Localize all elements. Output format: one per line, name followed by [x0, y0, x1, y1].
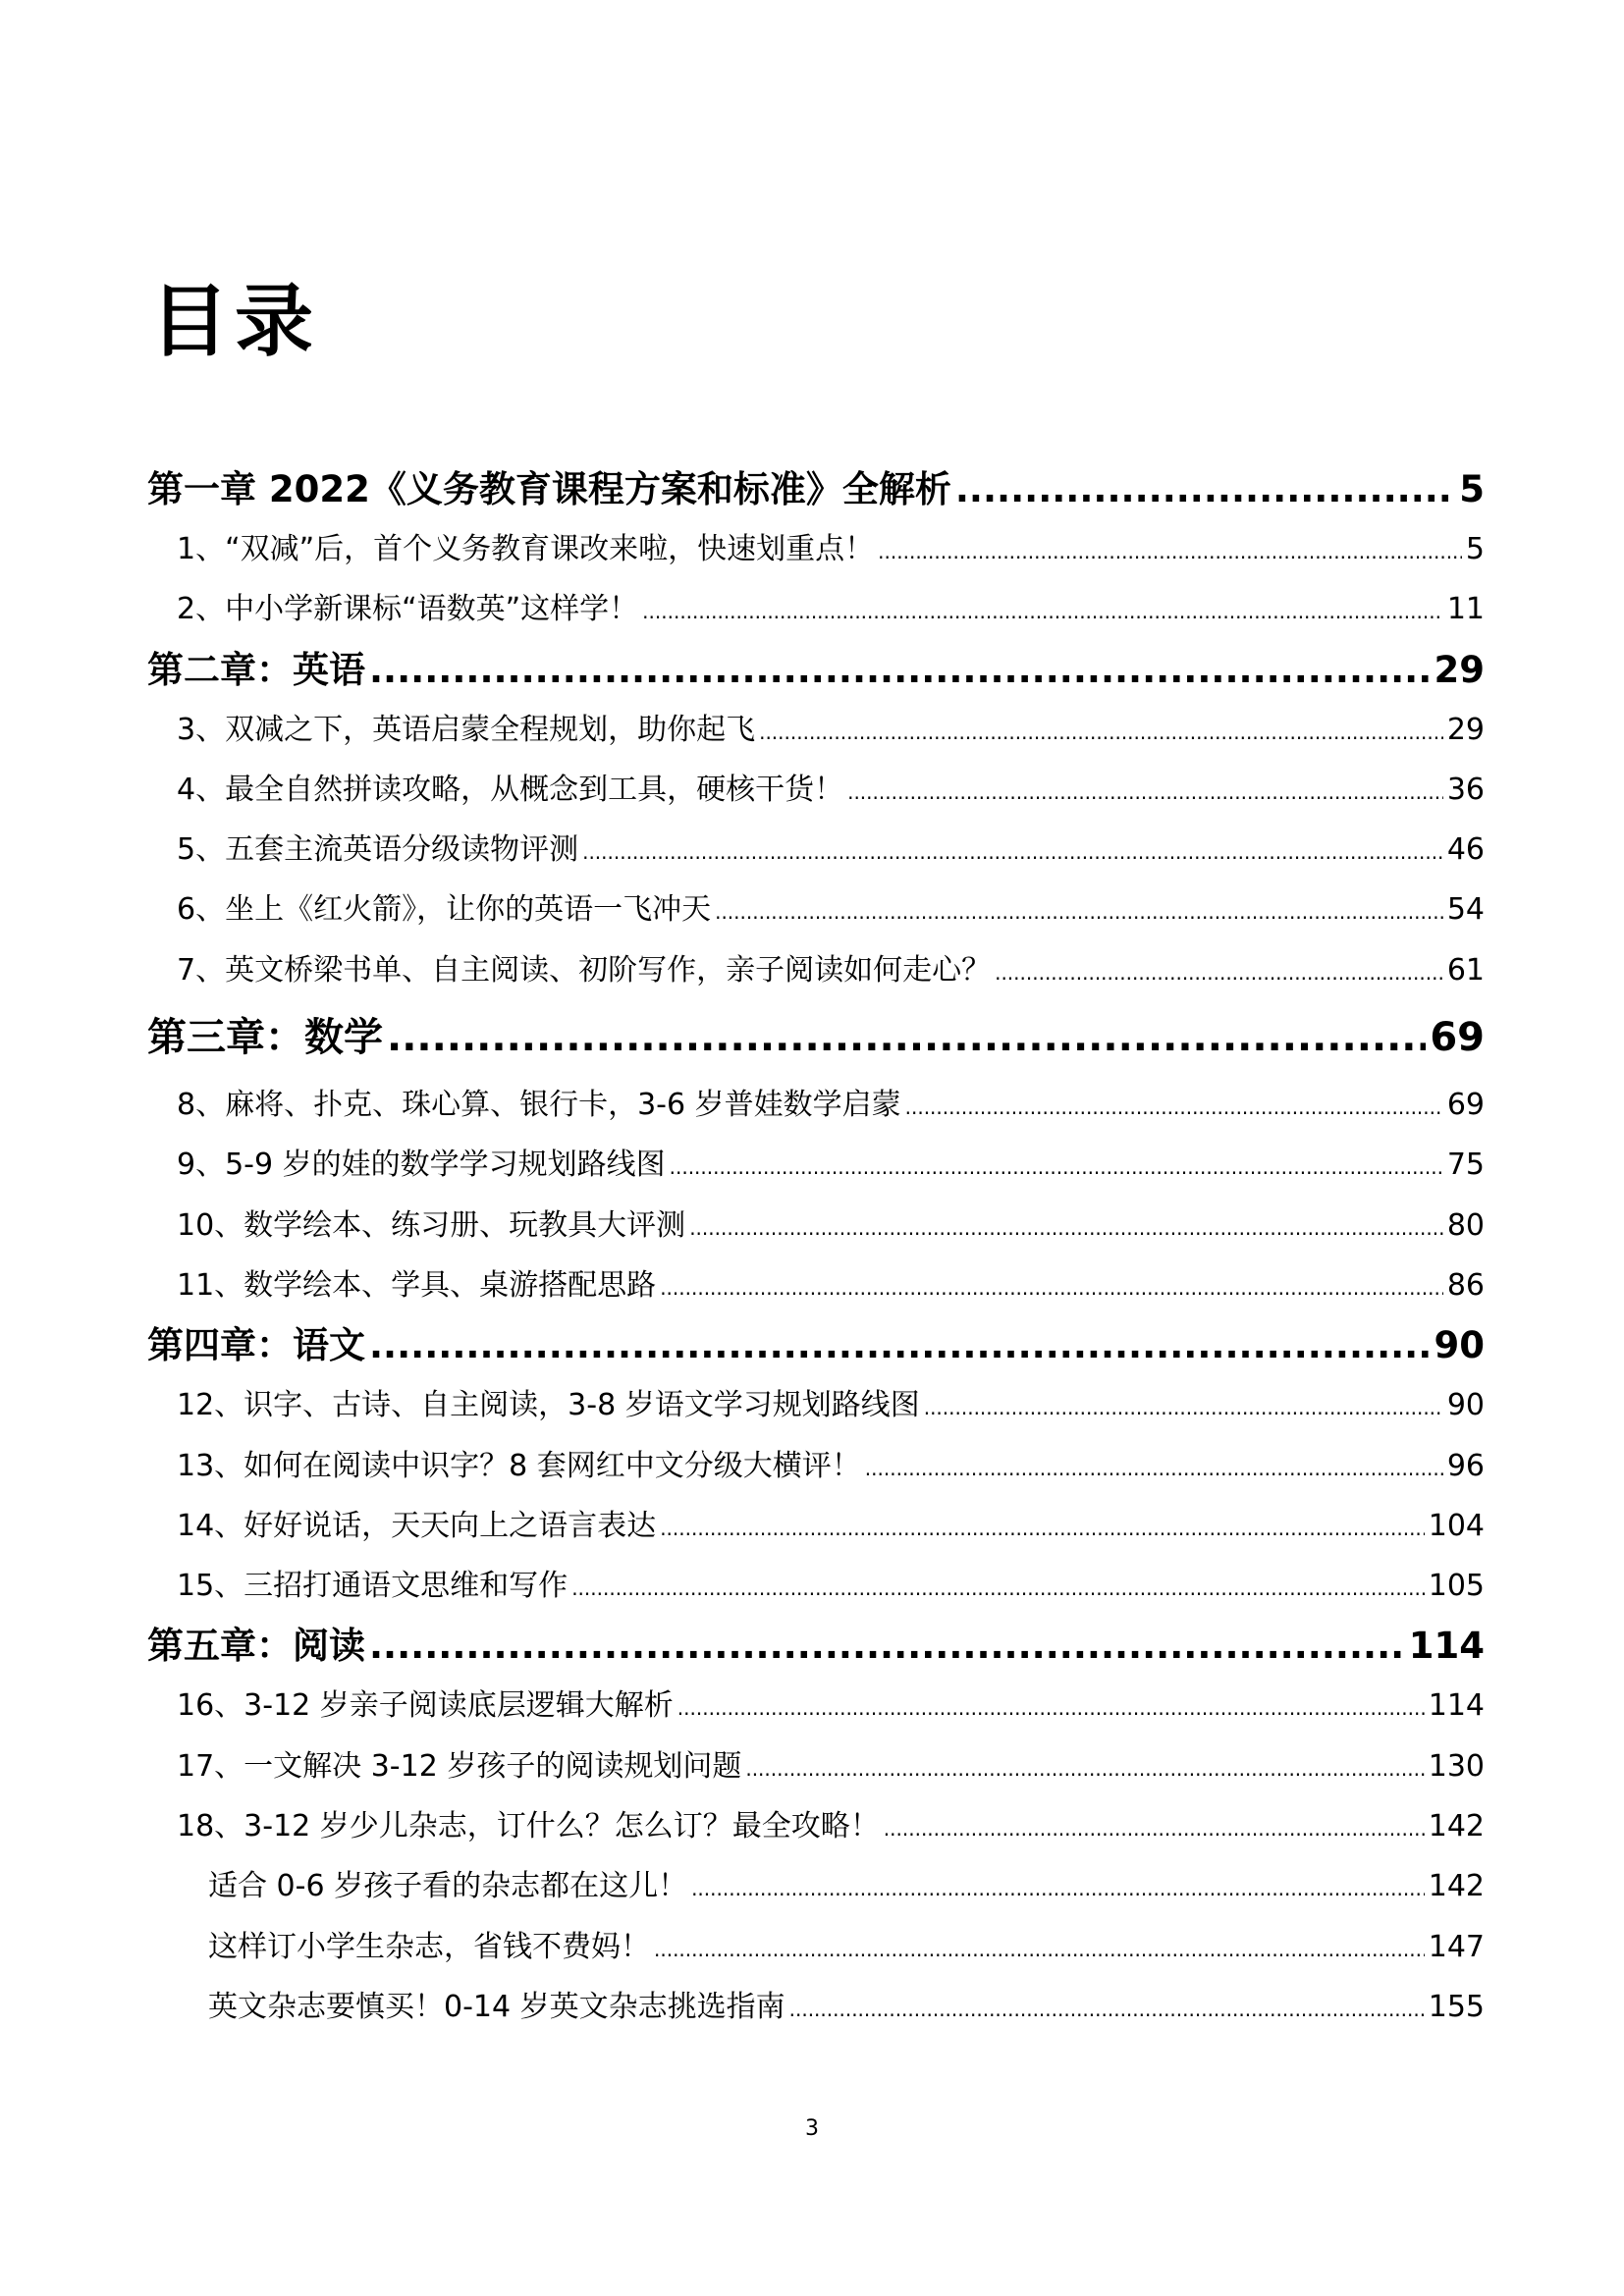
toc-entry-page: 69 — [1446, 1088, 1485, 1123]
toc-entry-title: 第三章：数学 — [147, 1015, 383, 1061]
toc-section-entry[interactable] — [147, 820, 1485, 880]
toc-dot-leader — [847, 763, 1443, 823]
toc-section-entry[interactable] — [147, 1917, 1485, 1977]
toc-dot-leader — [660, 1499, 1425, 1559]
toc-entry-title: 英文杂志要慎买！0-14 岁英文杂志挑选指南 — [208, 1989, 785, 2024]
toc-entry-title: 5、五套主流英语分级读物评测 — [177, 832, 579, 868]
toc-section-entry[interactable] — [147, 1196, 1485, 1255]
toc-dot-leader — [955, 459, 1455, 519]
toc-dot-leader — [689, 1199, 1443, 1258]
toc-section-entry[interactable] — [147, 1075, 1485, 1135]
toc-dot-leader — [715, 882, 1443, 942]
toc-dot-leader — [995, 943, 1443, 1003]
toc-entry-title: 7、英文桥梁书单、自主阅读、初阶写作，亲子阅读如何走心？ — [177, 952, 992, 988]
toc-entry-title: 1、“双减”后，首个义务教育课改来啦，快速划重点！ — [177, 532, 875, 566]
toc-dot-leader — [369, 1315, 1431, 1375]
toc-entry-title: 第四章：语文 — [147, 1324, 365, 1367]
toc-dot-leader — [654, 1920, 1425, 1980]
toc-entry-page: 46 — [1446, 832, 1485, 868]
toc-dot-leader — [670, 1138, 1443, 1198]
toc-entry-title: 6、坐上《红火箭》，让你的英语一飞冲天 — [177, 892, 712, 928]
toc-section-entry[interactable] — [147, 880, 1485, 939]
toc-section-entry[interactable] — [147, 1436, 1485, 1496]
toc-entry-page: 5 — [1465, 532, 1485, 566]
toc-entry-page: 114 — [1428, 1688, 1485, 1724]
toc-entry-page: 54 — [1446, 892, 1485, 928]
toc-dot-leader — [571, 1559, 1425, 1619]
toc-entry-page: 69 — [1430, 1015, 1485, 1061]
toc-entry-title: 18、3-12 岁少儿杂志，订什么？怎么订？最全攻略！ — [177, 1809, 880, 1844]
toc-section-entry[interactable] — [147, 579, 1485, 639]
toc-section-entry[interactable] — [147, 1676, 1485, 1735]
toc-section-entry[interactable] — [147, 1135, 1485, 1195]
toc-entry-page: 104 — [1428, 1508, 1485, 1543]
toc-chapter-entry[interactable] — [147, 640, 1485, 700]
toc-section-entry[interactable] — [147, 519, 1485, 579]
toc-entry-page: 36 — [1446, 772, 1485, 807]
toc-dot-leader — [582, 823, 1443, 882]
toc-section-entry[interactable] — [147, 1856, 1485, 1916]
toc-dot-leader — [759, 703, 1443, 763]
toc-section-entry[interactable] — [147, 1977, 1485, 2037]
toc-dot-leader — [884, 1799, 1425, 1859]
page-number: 3 — [805, 2116, 819, 2141]
toc-entry-page: 90 — [1434, 1324, 1485, 1367]
toc-entry-page: 90 — [1446, 1388, 1485, 1423]
toc-dot-leader — [691, 1859, 1425, 1919]
toc-entry-page: 29 — [1446, 712, 1485, 747]
toc-entry-page: 5 — [1459, 468, 1485, 510]
toc-entry-title: 3、双减之下，英语启蒙全程规划，助你起飞 — [177, 712, 756, 747]
toc-chapter-entry[interactable] — [147, 459, 1485, 519]
toc-entry-page: 105 — [1428, 1569, 1485, 1604]
toc-chapter-entry[interactable] — [147, 1616, 1485, 1676]
toc-entry-page: 86 — [1446, 1267, 1485, 1303]
toc-dot-leader — [677, 1679, 1425, 1738]
toc-entry-page: 142 — [1428, 1809, 1485, 1844]
toc-entry-title: 第一章 2022《义务教育课程方案和标准》全解析 — [147, 468, 951, 510]
toc-entry-title: 2、中小学新课标“语数英”这样学！ — [177, 592, 639, 627]
toc-entry-page: 155 — [1428, 1989, 1485, 2024]
toc-dot-leader — [789, 1980, 1425, 2040]
toc-entry-page: 61 — [1446, 952, 1485, 988]
toc-entry-title: 第二章：英语 — [147, 648, 365, 691]
toc-section-entry[interactable] — [147, 1496, 1485, 1556]
toc-dot-leader — [369, 640, 1431, 700]
toc-dot-leader — [905, 1078, 1443, 1138]
toc-entry-page: 29 — [1434, 648, 1485, 691]
toc-dot-leader — [369, 1616, 1405, 1676]
toc-entry-title: 16、3-12 岁亲子阅读底层逻辑大解析 — [177, 1688, 674, 1724]
toc-dot-leader — [642, 582, 1443, 642]
toc-entry-title: 4、最全自然拼读攻略，从概念到工具，硬核干货！ — [177, 772, 844, 807]
toc-entry-title: 13、如何在阅读中识字？8 套网红中文分级大横评！ — [177, 1448, 861, 1483]
toc-entry-title: 14、好好说话，天天向上之语言表达 — [177, 1508, 657, 1543]
toc-entry-page: 11 — [1446, 592, 1485, 627]
toc-entry-title: 17、一文解决 3-12 岁孩子的阅读规划问题 — [177, 1748, 742, 1784]
toc-entry-page: 142 — [1428, 1869, 1485, 1904]
toc-entry-title: 15、三招打通语文思维和写作 — [177, 1569, 568, 1604]
toc-entry-title: 8、麻将、扑克、珠心算、银行卡，3-6 岁普娃数学启蒙 — [177, 1088, 901, 1123]
toc-entry-title: 这样订小学生杂志，省钱不费妈！ — [208, 1929, 650, 1964]
toc-entry-title: 11、数学绘本、学具、桌游搭配思路 — [177, 1267, 657, 1303]
toc-entry-page: 75 — [1446, 1148, 1485, 1183]
toc-dot-leader — [745, 1739, 1424, 1799]
table-of-contents — [147, 459, 1485, 2037]
toc-entry-title: 适合 0-6 岁孩子看的杂志都在这儿！ — [208, 1869, 688, 1904]
toc-entry-title: 第五章：阅读 — [147, 1625, 365, 1668]
toc-section-entry[interactable] — [147, 700, 1485, 760]
toc-entry-title: 12、识字、古诗、自主阅读，3-8 岁语文学习规划路线图 — [177, 1388, 920, 1423]
toc-dot-leader — [865, 1439, 1443, 1499]
toc-entry-page: 147 — [1428, 1929, 1485, 1964]
toc-section-entry[interactable] — [147, 760, 1485, 820]
toc-dot-leader — [660, 1258, 1443, 1318]
toc-dot-leader — [387, 1000, 1426, 1075]
toc-section-entry[interactable] — [147, 1796, 1485, 1856]
toc-entry-page: 96 — [1446, 1448, 1485, 1483]
toc-chapter-entry[interactable] — [147, 1000, 1485, 1075]
toc-section-entry[interactable] — [147, 1556, 1485, 1616]
toc-chapter-entry[interactable] — [147, 1315, 1485, 1375]
toc-dot-leader — [924, 1378, 1443, 1438]
toc-section-entry[interactable] — [147, 1736, 1485, 1796]
toc-entry-page: 130 — [1428, 1748, 1485, 1784]
toc-section-entry[interactable] — [147, 1255, 1485, 1315]
toc-entry-page: 80 — [1446, 1207, 1485, 1243]
toc-section-entry[interactable] — [147, 1375, 1485, 1435]
toc-entry-page: 114 — [1408, 1625, 1485, 1668]
toc-section-entry[interactable] — [147, 940, 1485, 1000]
toc-dot-leader — [878, 522, 1462, 582]
page-title: 目录 — [150, 276, 319, 367]
toc-entry-title: 10、数学绘本、练习册、玩教具大评测 — [177, 1207, 686, 1243]
toc-entry-title: 9、5-9 岁的娃的数学学习规划路线图 — [177, 1148, 666, 1183]
